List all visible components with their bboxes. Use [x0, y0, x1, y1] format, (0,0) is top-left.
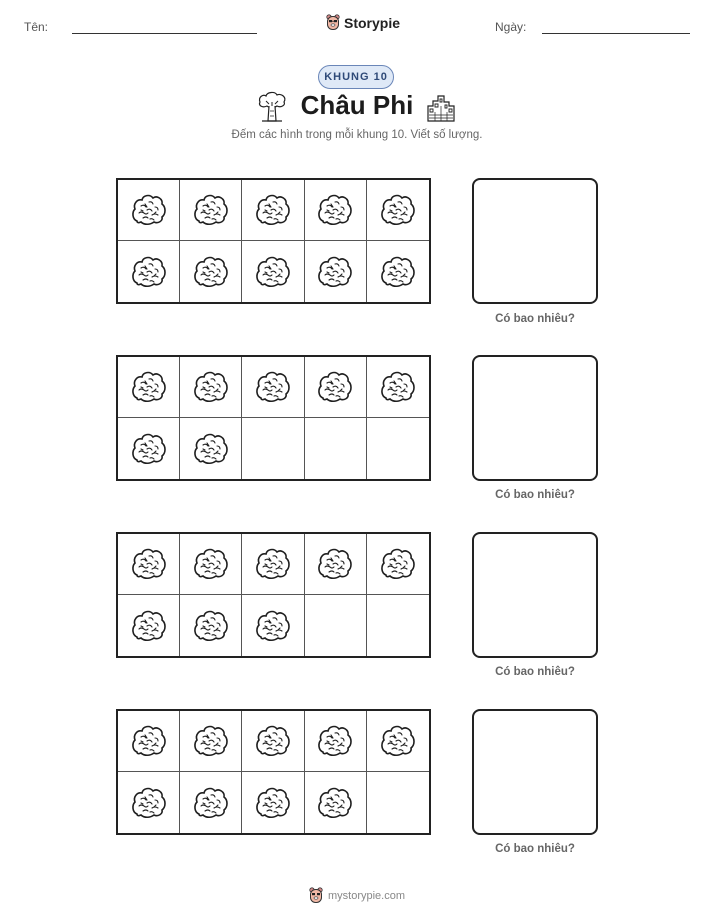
question-label-2: Có bao nhiêu?: [495, 489, 575, 501]
ten-frame-cell: [367, 711, 429, 772]
shrub-icon: [129, 190, 169, 230]
ten-frame-cell: [242, 534, 304, 595]
ten-frame-4: [116, 709, 431, 835]
instructions: Đếm các hình trong mỗi khung 10. Viết số lượng.: [231, 129, 483, 141]
footer: [0, 886, 714, 906]
shrub-icon: [315, 544, 355, 584]
shrub-icon: [191, 429, 231, 469]
shrub-icon: [253, 606, 293, 646]
date-label: Ngày:: [495, 20, 527, 34]
shrub-icon: [253, 367, 293, 407]
worksheet-header: [0, 0, 714, 50]
ten-frame-cell: [118, 357, 180, 418]
ten-frame-cell: [305, 534, 367, 595]
ten-frame-cell: [305, 772, 367, 833]
shrub-icon: [253, 783, 293, 823]
shrub-icon: [253, 190, 293, 230]
shrub-icon: [253, 252, 293, 292]
shrub-icon: [253, 544, 293, 584]
ten-frame-cell: [180, 357, 242, 418]
shrub-icon: [129, 721, 169, 761]
shrub-icon: [315, 190, 355, 230]
brand-name: Storypie: [344, 15, 401, 31]
name-line[interactable]: [72, 33, 257, 34]
shrub-icon: [129, 606, 169, 646]
ten-frame-cell: [367, 595, 429, 656]
ten-frame-cell: [367, 180, 429, 241]
shrub-icon: [129, 252, 169, 292]
answer-box-1[interactable]: [472, 178, 598, 304]
ten-frame-cell: [118, 772, 180, 833]
ten-frame-2: [116, 355, 431, 481]
footer-url: mystorypie.com: [327, 890, 406, 902]
ten-frame-cell: [305, 595, 367, 656]
shrub-icon: [378, 367, 418, 407]
shrub-icon: [378, 252, 418, 292]
ten-frame-cell: [242, 711, 304, 772]
ten-frame-cell: [242, 418, 304, 479]
ten-frame-cell: [180, 180, 242, 241]
page-title: Châu Phi: [300, 90, 414, 120]
question-label-3: Có bao nhiêu?: [495, 666, 575, 678]
shrub-icon: [191, 783, 231, 823]
shrub-icon: [315, 721, 355, 761]
shrub-icon: [315, 367, 355, 407]
storypie-mascot-icon: [309, 887, 323, 905]
ten-frame-cell: [180, 595, 242, 656]
shrub-icon: [129, 429, 169, 469]
ten-frame-cell: [180, 241, 242, 302]
ten-frame-cell: [118, 241, 180, 302]
ten-frame-cell: [367, 534, 429, 595]
ten-frame-cell: [367, 418, 429, 479]
shrub-icon: [129, 544, 169, 584]
ten-frame-cell: [180, 534, 242, 595]
answer-box-3[interactable]: [472, 532, 598, 658]
ten-frame-cell: [242, 772, 304, 833]
ten-frame-cell: [180, 772, 242, 833]
ten-frame-cell: [180, 711, 242, 772]
ten-frame-cell: [242, 180, 304, 241]
shrub-icon: [191, 721, 231, 761]
shrub-icon: [315, 783, 355, 823]
shrub-icon: [191, 606, 231, 646]
question-label-1: Có bao nhiêu?: [495, 313, 575, 325]
ten-frame-cell: [118, 595, 180, 656]
ten-frame-cell: [180, 418, 242, 479]
ten-frame-cell: [305, 711, 367, 772]
date-line[interactable]: [542, 33, 690, 34]
question-label-4: Có bao nhiêu?: [495, 843, 575, 855]
ten-frame-cell: [305, 180, 367, 241]
ten-frame-cell: [242, 357, 304, 418]
shrub-icon: [191, 544, 231, 584]
ten-frame-3: [116, 532, 431, 658]
shrub-icon: [253, 721, 293, 761]
shrub-icon: [191, 367, 231, 407]
shrub-icon: [129, 783, 169, 823]
ten-frame-1: [116, 178, 431, 304]
ten-frame-cell: [242, 595, 304, 656]
ten-frame-cell: [305, 241, 367, 302]
ten-frame-cell: [367, 241, 429, 302]
brand-logo: [326, 12, 400, 34]
ten-frame-cell: [118, 180, 180, 241]
shrub-icon: [315, 252, 355, 292]
shrub-icon: [191, 190, 231, 230]
ruins-icon: [425, 92, 457, 124]
name-label: Tên:: [24, 20, 49, 34]
ten-frame-cell: [367, 357, 429, 418]
ten-frame-cell: [305, 357, 367, 418]
ten-frame-cell: [242, 241, 304, 302]
shrub-icon: [378, 190, 418, 230]
storypie-mascot-icon: [326, 14, 340, 32]
shrub-icon: [191, 252, 231, 292]
shrub-icon: [129, 367, 169, 407]
ten-frame-cell: [367, 772, 429, 833]
shrub-icon: [378, 721, 418, 761]
ten-frame-cell: [118, 418, 180, 479]
worksheet-badge: KHUNG 10: [318, 65, 394, 89]
ten-frame-cell: [305, 418, 367, 479]
answer-box-2[interactable]: [472, 355, 598, 481]
ten-frame-cell: [118, 711, 180, 772]
shrub-icon: [378, 544, 418, 584]
answer-box-4[interactable]: [472, 709, 598, 835]
ten-frame-cell: [118, 534, 180, 595]
